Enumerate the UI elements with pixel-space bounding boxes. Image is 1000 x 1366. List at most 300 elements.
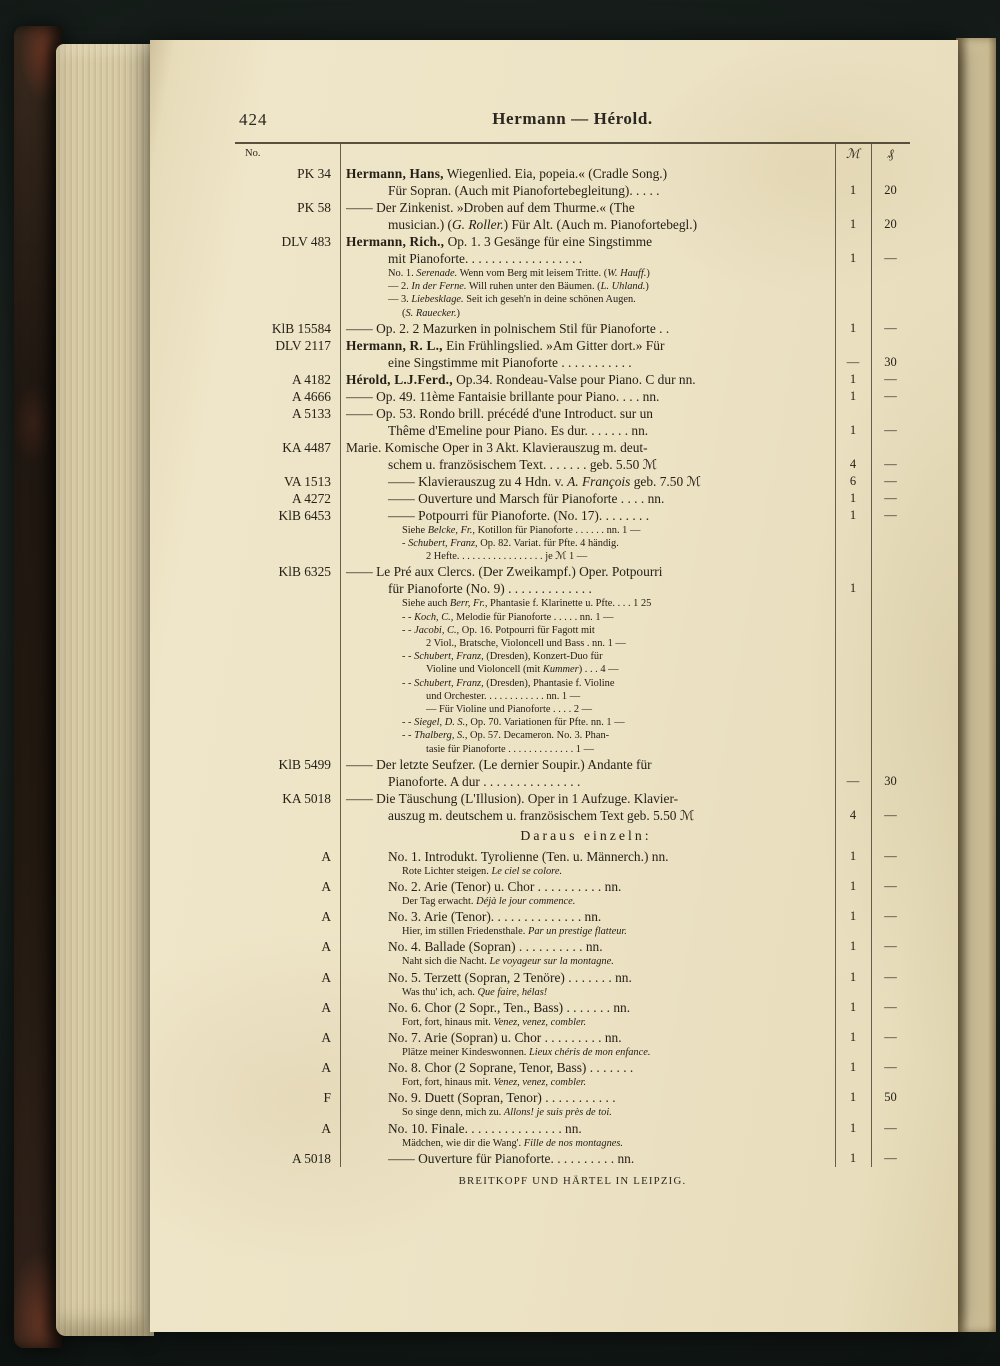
catalog-line xyxy=(235,507,910,524)
entry-text: Pianoforte. A dur . . . . . . . . . . . . . . . xyxy=(388,773,581,789)
price-mark xyxy=(835,165,871,182)
price-mark: 1 xyxy=(849,1060,857,1075)
catalog-line xyxy=(235,1150,910,1167)
price-mark xyxy=(835,280,871,293)
catalog-line xyxy=(235,233,910,250)
entry-text: Mädchen, wie dir die Wang'. Fille de nos montagnes. xyxy=(402,1137,624,1149)
price-pfennig xyxy=(871,690,910,703)
price-pfennig: 30 xyxy=(884,773,897,788)
price-pfennig xyxy=(871,895,910,908)
entry-text: No. 3. Arie (Tenor). . . . . . . . . . . . . . nn. xyxy=(388,909,602,925)
price-pfennig xyxy=(871,267,910,280)
catalog-line xyxy=(235,1089,910,1106)
price-mark: 1 xyxy=(849,507,857,522)
price-mark xyxy=(835,925,871,938)
price-pfennig xyxy=(871,986,910,999)
entry-text: Naht sich die Nacht. Le voyageur sur la montagne. xyxy=(402,956,614,968)
catalog-line xyxy=(235,650,910,663)
price-mark xyxy=(835,405,871,422)
price-mark xyxy=(835,865,871,878)
catalog-line xyxy=(235,878,910,895)
catalog-number: KA 5018 xyxy=(282,790,331,806)
catalog-number xyxy=(235,986,340,999)
price-pfennig: — xyxy=(884,320,897,335)
catalog-number: DLV 483 xyxy=(281,234,331,249)
catalog-line xyxy=(235,371,910,388)
entry-text: —— Ouverture für Pianoforte. . . . . . . . . . nn. xyxy=(388,1150,635,1166)
catalog-number xyxy=(235,250,340,267)
catalog-number: A 5018 xyxy=(291,1150,331,1166)
catalog-line xyxy=(235,1059,910,1076)
price-mark xyxy=(835,524,871,537)
catalog-line xyxy=(235,1016,910,1029)
price-pfennig xyxy=(871,1137,910,1150)
entry-text: Violine und Violoncell (mit Kummer) . . . 4 — xyxy=(426,664,619,676)
entry-text: 2 Viol., Bratsche, Violoncell und Bass . nn. 1 — xyxy=(426,638,626,650)
price-pfennig xyxy=(871,716,910,729)
catalog-number xyxy=(235,703,340,716)
price-mark xyxy=(835,1046,871,1059)
catalog-line xyxy=(235,320,910,337)
catalog-line xyxy=(235,955,910,968)
book-page-edges xyxy=(56,44,154,1336)
price-mark xyxy=(835,637,871,650)
entry-text: Fort, fort, hinaus mit. Venez, venez, combler. xyxy=(402,1077,587,1089)
price-pfennig xyxy=(871,756,910,773)
catalog-number xyxy=(235,865,340,878)
price-pfennig: — xyxy=(884,939,897,954)
price-mark xyxy=(835,307,871,320)
price-mark: 1 xyxy=(849,388,857,403)
price-pfennig xyxy=(871,233,910,250)
entry-text: - - Koch, C., Melodie für Pianoforte . . . . . nn. 1 — xyxy=(402,611,614,623)
price-pfennig: — xyxy=(884,507,897,522)
price-mark xyxy=(835,895,871,908)
price-mark xyxy=(835,756,871,773)
price-mark xyxy=(835,1076,871,1089)
catalog-number xyxy=(235,637,340,650)
price-mark: 1 xyxy=(849,1030,857,1045)
price-mark xyxy=(835,650,871,663)
entry-text: Siehe auch Berr, Fr., Phantasie f. Klarinette u. Pfte. . . . 1 25 xyxy=(402,598,652,610)
catalog-number xyxy=(235,729,340,742)
catalog-line xyxy=(235,637,910,650)
entry-text: - Schubert, Franz, Op. 82. Variat. für Pfte. 4 händig. xyxy=(402,538,619,550)
catalog-number: KlB 6453 xyxy=(278,507,331,523)
price-mark: 1 xyxy=(849,969,857,984)
catalog-number: PK 34 xyxy=(297,166,331,181)
price-pfennig xyxy=(871,439,910,456)
catalog-number xyxy=(235,1076,340,1089)
entry-text: Für Sopran. (Auch mit Pianofortebegleitung). . . . . xyxy=(388,183,660,198)
composer-name: Hermann, Hans, xyxy=(346,166,444,181)
catalog-line xyxy=(235,354,910,371)
price-pfennig xyxy=(871,597,910,610)
catalog-number xyxy=(235,743,340,756)
catalog-line xyxy=(235,473,910,490)
catalog-number: KA 4487 xyxy=(282,439,331,455)
price-mark: 4 xyxy=(849,807,857,822)
entry-text: — Für Violine und Pianoforte . . . . 2 — xyxy=(426,704,593,716)
catalog-number: PK 58 xyxy=(297,200,331,215)
catalog-number xyxy=(235,267,340,280)
price-pfennig: — xyxy=(884,371,897,386)
catalog-number: KlB 5499 xyxy=(278,756,331,772)
catalog-number: A xyxy=(321,969,331,985)
catalog-line xyxy=(235,925,910,938)
price-pfennig: — xyxy=(884,848,897,863)
column-divider-pfennig xyxy=(871,144,872,1167)
catalog-line xyxy=(235,199,910,216)
price-mark: 1 xyxy=(849,1090,857,1105)
catalog-number xyxy=(235,580,340,597)
entry-text: Marie. Komische Oper in 3 Akt. Klavierauszug m. deut- xyxy=(346,439,648,455)
price-pfennig xyxy=(871,337,910,354)
catalog-number xyxy=(235,895,340,908)
price-mark xyxy=(835,824,871,848)
catalog-number xyxy=(235,716,340,729)
catalog-line xyxy=(235,422,910,439)
pfennig-column-header: ₰ xyxy=(887,146,894,161)
catalog-page xyxy=(150,40,958,1332)
book-cover-spine xyxy=(14,26,62,1348)
entry-text: schem u. französischem Text. . . . . . . geb. 5.50 ℳ xyxy=(388,456,657,472)
price-pfennig xyxy=(871,1046,910,1059)
catalog-number xyxy=(235,650,340,663)
catalog-number xyxy=(235,182,340,199)
price-mark: 1 xyxy=(849,422,857,437)
catalog-number: A xyxy=(321,999,331,1015)
catalog-number xyxy=(235,807,340,824)
price-pfennig: — xyxy=(884,422,897,437)
price-pfennig xyxy=(871,405,910,422)
catalog-number: DLV 2117 xyxy=(275,337,331,353)
entry-text: Daraus einzeln: xyxy=(520,827,652,843)
price-pfennig xyxy=(871,550,910,563)
price-pfennig xyxy=(871,280,910,293)
entry-text: - - Schubert, Franz, (Dresden), Konzert-Duo für xyxy=(402,651,603,663)
entry-text: Was thu' ich, ach. Que faire, hélas! xyxy=(402,986,548,998)
price-mark xyxy=(835,563,871,580)
column-divider-no xyxy=(340,144,341,1167)
entry-text: No. 10. Finale. . . . . . . . . . . . . . . nn. xyxy=(388,1120,582,1136)
entry-text: Hermann, Rich., Op. 1. 3 Gesänge für eine Singstimme xyxy=(346,234,653,249)
entry-text: - - Siegel, D. S., Op. 70. Variationen für Pfte. nn. 1 — xyxy=(402,717,625,729)
section-heading-line xyxy=(235,824,910,848)
catalog-lines xyxy=(235,165,910,1167)
catalog-number: A xyxy=(321,1120,331,1136)
entry-text: No. 1. Introdukt. Tyrolienne (Ten. u. Männerch.) nn. xyxy=(388,848,669,864)
price-mark: 4 xyxy=(849,456,857,471)
catalog-line xyxy=(235,597,910,610)
catalog-line xyxy=(235,969,910,986)
entry-text: —— Der letzte Seufzer. (Le dernier Soupir.) Andante für xyxy=(346,756,652,772)
entry-text: Hérold, L.J.Ferd., Op.34. Rondeau-Valse pour Piano. C dur nn. xyxy=(346,371,696,387)
entry-text: —— Die Täuschung (L'Illusion). Oper in 1 Aufzuge. Klavier- xyxy=(346,790,679,806)
catalog-line xyxy=(235,790,910,807)
price-pfennig: 20 xyxy=(884,183,897,197)
price-pfennig xyxy=(871,624,910,637)
catalog-number xyxy=(235,524,340,537)
catalog-line xyxy=(235,663,910,676)
catalog-line xyxy=(235,580,910,597)
catalog-line xyxy=(235,405,910,422)
catalog-line xyxy=(235,773,910,790)
composer-name: Hérold, L.J.Ferd., xyxy=(346,371,453,387)
catalog-number xyxy=(235,280,340,293)
price-mark xyxy=(835,439,871,456)
column-divider-mark xyxy=(835,144,836,1167)
entry-text: - - Jacobi, C., Op. 16. Potpourri für Fagott mit xyxy=(402,624,595,636)
entry-text: So singe denn, mich zu. Allons! je suis près de toi. xyxy=(402,1107,612,1119)
price-mark: 1 xyxy=(849,909,857,924)
catalog-line xyxy=(235,524,910,537)
catalog-table xyxy=(235,142,910,1167)
catalog-number: A xyxy=(321,879,331,895)
catalog-number: VA 1513 xyxy=(283,473,331,489)
price-pfennig xyxy=(871,650,910,663)
entry-text: — 2. In der Ferne. Will ruhen unter den Bäumen. (L. Uhland.) xyxy=(388,281,649,293)
price-mark xyxy=(835,663,871,676)
catalog-number xyxy=(235,773,340,790)
price-mark xyxy=(835,550,871,563)
price-pfennig: — xyxy=(884,1120,897,1135)
catalog-number: KlB 15584 xyxy=(271,320,331,336)
no-column-header: No. xyxy=(245,148,261,159)
catalog-number xyxy=(235,611,340,624)
catalog-number xyxy=(235,597,340,610)
price-mark xyxy=(835,293,871,306)
catalog-number: A xyxy=(321,1060,331,1076)
price-mark: — xyxy=(846,773,860,788)
entry-text: eine Singstimme mit Pianoforte . . . . . . . . . . . xyxy=(388,354,632,370)
entry-text: Hermann, Hans, Wiegenlied. Eia, popeia.« (Cradle Song.) xyxy=(346,166,668,181)
price-mark xyxy=(835,703,871,716)
price-mark xyxy=(835,337,871,354)
catalog-line xyxy=(235,216,910,233)
entry-text: für Pianoforte (No. 9) . . . . . . . . . . . . . xyxy=(388,581,592,597)
price-mark xyxy=(835,233,871,250)
catalog-number: A 4182 xyxy=(291,371,331,387)
publisher-footer: BREITKOPF UND HÄRTEL IN LEIPZIG. xyxy=(458,1174,687,1187)
price-pfennig: — xyxy=(884,251,897,265)
catalog-number xyxy=(235,1016,340,1029)
price-pfennig xyxy=(871,1076,910,1089)
price-pfennig: — xyxy=(884,909,897,924)
catalog-line xyxy=(235,337,910,354)
price-pfennig xyxy=(871,925,910,938)
price-pfennig xyxy=(871,743,910,756)
catalog-line xyxy=(235,690,910,703)
opposite-page-edge xyxy=(956,38,996,1332)
catalog-line xyxy=(235,1076,910,1089)
entry-text: No. 4. Ballade (Sopran) . . . . . . . . . . nn. xyxy=(388,939,603,955)
entry-text: —— Der Zinkenist. »Droben auf dem Thurme.« (The xyxy=(346,200,635,215)
catalog-number xyxy=(235,354,340,371)
catalog-number xyxy=(235,663,340,676)
price-pfennig xyxy=(871,790,910,807)
catalog-line xyxy=(235,293,910,306)
catalog-line xyxy=(235,908,910,925)
entry-text: Fort, fort, hinaus mit. Venez, venez, combler. xyxy=(402,1016,587,1028)
catalog-line xyxy=(235,165,910,182)
entry-text: und Orchester. . . . . . . . . . . . nn. 1 — xyxy=(426,690,581,702)
catalog-line xyxy=(235,895,910,908)
catalog-line xyxy=(235,456,910,473)
price-mark xyxy=(835,690,871,703)
catalog-number xyxy=(235,1046,340,1059)
price-mark xyxy=(835,729,871,742)
price-mark: 1 xyxy=(849,1150,857,1165)
catalog-number: KlB 6325 xyxy=(278,564,331,580)
catalog-line xyxy=(235,756,910,773)
entry-text: Rote Lichter steigen. Le ciel se colore. xyxy=(402,865,563,877)
catalog-line xyxy=(235,439,910,456)
entry-text: (S. Rauecker.) xyxy=(402,307,461,319)
catalog-line xyxy=(235,1120,910,1137)
price-pfennig xyxy=(871,865,910,878)
entry-text: Plätze meiner Kindeswonnen. Lieux chéris de mon enfance. xyxy=(402,1047,651,1059)
price-mark xyxy=(835,1137,871,1150)
price-mark: 1 xyxy=(849,999,857,1014)
entry-text: No. 8. Chor (2 Soprane, Tenor, Bass) . . . . . . . xyxy=(388,1060,634,1076)
entry-text: musician.) (G. Roller.) Für Alt. (Auch m. Pianofortebegl.) xyxy=(388,217,698,232)
catalog-line xyxy=(235,182,910,199)
price-mark: 1 xyxy=(849,581,857,596)
catalog-number xyxy=(235,677,340,690)
entry-text: No. 6. Chor (2 Sopr., Ten., Bass) . . . . . . . nn. xyxy=(388,999,631,1015)
price-pfennig xyxy=(871,729,910,742)
price-pfennig: — xyxy=(884,388,897,403)
catalog-line xyxy=(235,677,910,690)
price-pfennig xyxy=(871,677,910,690)
price-mark xyxy=(835,624,871,637)
price-mark: — xyxy=(846,354,860,369)
catalog-number xyxy=(235,537,340,550)
price-mark: 1 xyxy=(849,251,857,265)
price-mark: 1 xyxy=(849,490,857,505)
catalog-number xyxy=(235,1106,340,1119)
running-head xyxy=(235,106,910,142)
price-pfennig: — xyxy=(884,879,897,894)
entry-text: No. 9. Duett (Sopran, Tenor) . . . . . . . . . . . xyxy=(388,1090,616,1106)
catalog-line xyxy=(235,999,910,1016)
price-mark xyxy=(835,537,871,550)
price-pfennig xyxy=(871,703,910,716)
composer-name: Hermann, R. L., xyxy=(346,337,443,353)
entry-text: No. 7. Arie (Sopran) u. Chor . . . . . . . . . nn. xyxy=(388,1030,622,1046)
price-pfennig xyxy=(871,199,910,216)
price-mark: 1 xyxy=(849,879,857,894)
price-mark xyxy=(835,955,871,968)
catalog-number: A xyxy=(321,848,331,864)
catalog-line xyxy=(235,624,910,637)
price-pfennig: — xyxy=(884,490,897,505)
entry-text: Hermann, R. L., Ein Frühlingslied. »Am Gitter dort.» Für xyxy=(346,337,665,353)
page-number: 424 xyxy=(239,110,268,129)
price-pfennig: 20 xyxy=(884,217,897,231)
price-pfennig xyxy=(871,824,910,848)
catalog-line xyxy=(235,703,910,716)
price-pfennig: — xyxy=(884,1150,897,1165)
catalog-line xyxy=(235,1029,910,1046)
catalog-line xyxy=(235,563,910,580)
catalog-line xyxy=(235,938,910,955)
price-pfennig xyxy=(871,611,910,624)
composer-name: Hermann, Rich., xyxy=(346,234,445,249)
price-mark: 1 xyxy=(849,848,857,863)
page-content xyxy=(235,106,910,1187)
entry-text: No. 1. Serenade. Wenn vom Berg mit leisem Tritte. (W. Hauff.) xyxy=(388,268,650,279)
catalog-line xyxy=(235,550,910,563)
entry-text: —— Ouverture und Marsch für Pianoforte . . . . nn. xyxy=(388,490,665,506)
price-pfennig: — xyxy=(884,473,897,488)
entry-text: 2 Hefte. . . . . . . . . . . . . . . . . je ℳ 1 — xyxy=(426,551,588,563)
price-mark: 1 xyxy=(849,371,857,386)
entry-text: - - Schubert, Franz, (Dresden), Phantasie f. Violine xyxy=(402,677,615,689)
catalog-number xyxy=(235,307,340,320)
entry-text: tasie für Pianoforte . . . . . . . . . . . . . 1 — xyxy=(426,743,594,755)
price-pfennig: — xyxy=(884,999,897,1014)
price-mark xyxy=(835,597,871,610)
catalog-line xyxy=(235,1046,910,1059)
price-mark xyxy=(835,199,871,216)
catalog-number: A 4666 xyxy=(291,388,331,404)
entry-text: Der Tag erwacht. Déjà le jour commence. xyxy=(402,896,576,908)
catalog-line xyxy=(235,280,910,293)
catalog-number: A xyxy=(321,909,331,925)
catalog-number xyxy=(235,293,340,306)
entry-text: mit Pianoforte. . . . . . . . . . . . . . . . . . xyxy=(388,251,583,266)
entry-text: - - Thalberg, S., Op. 57. Decameron. No. 3. Phan- xyxy=(402,730,610,742)
price-pfennig: — xyxy=(884,807,897,822)
entry-text: —— Op. 49. 11ème Fantaisie brillante pour Piano. . . . nn. xyxy=(346,388,660,404)
catalog-number xyxy=(235,550,340,563)
entry-text: —— Op. 53. Rondo brill. précédé d'une Introduct. sur un xyxy=(346,405,653,421)
catalog-number xyxy=(235,1137,340,1150)
entry-text: Thême d'Emeline pour Piano. Es dur. . . . . . . nn. xyxy=(388,422,649,438)
entry-text: No. 2. Arie (Tenor) u. Chor . . . . . . . . . . nn. xyxy=(388,879,622,895)
entry-text: —— Op. 2. 2 Mazurken in polnischem Stil für Pianoforte . . xyxy=(346,320,670,336)
entry-text: —— Le Pré aux Clercs. (Der Zweikampf.) Oper. Potpourri xyxy=(346,564,663,580)
price-mark: 1 xyxy=(849,217,857,231)
catalog-line xyxy=(235,865,910,878)
price-mark xyxy=(835,611,871,624)
price-mark: 1 xyxy=(849,939,857,954)
entry-text: auszug m. deutschem u. französischem Text geb. 5.50 ℳ xyxy=(388,807,695,823)
catalog-number: A 4272 xyxy=(291,490,331,506)
entry-text: Siehe Belcke, Fr., Kotillon für Pianoforte . . . . . . nn. 1 — xyxy=(402,524,641,536)
entry-text: No. 5. Terzett (Sopran, 2 Tenöre) . . . . . . . nn. xyxy=(388,969,632,985)
price-pfennig xyxy=(871,165,910,182)
page-title: Hermann — Hérold. xyxy=(492,109,653,128)
catalog-line xyxy=(235,388,910,405)
catalog-number: A xyxy=(321,939,331,955)
catalog-number: A xyxy=(321,1030,331,1046)
catalog-line xyxy=(235,807,910,824)
price-mark: 1 xyxy=(849,320,857,335)
catalog-line xyxy=(235,1106,910,1119)
price-pfennig xyxy=(871,537,910,550)
catalog-line xyxy=(235,490,910,507)
price-mark xyxy=(835,267,871,280)
price-pfennig xyxy=(871,955,910,968)
price-pfennig: — xyxy=(884,456,897,471)
price-mark: 1 xyxy=(849,1120,857,1135)
catalog-line xyxy=(235,307,910,320)
price-pfennig: 50 xyxy=(884,1090,897,1105)
catalog-number xyxy=(235,624,340,637)
